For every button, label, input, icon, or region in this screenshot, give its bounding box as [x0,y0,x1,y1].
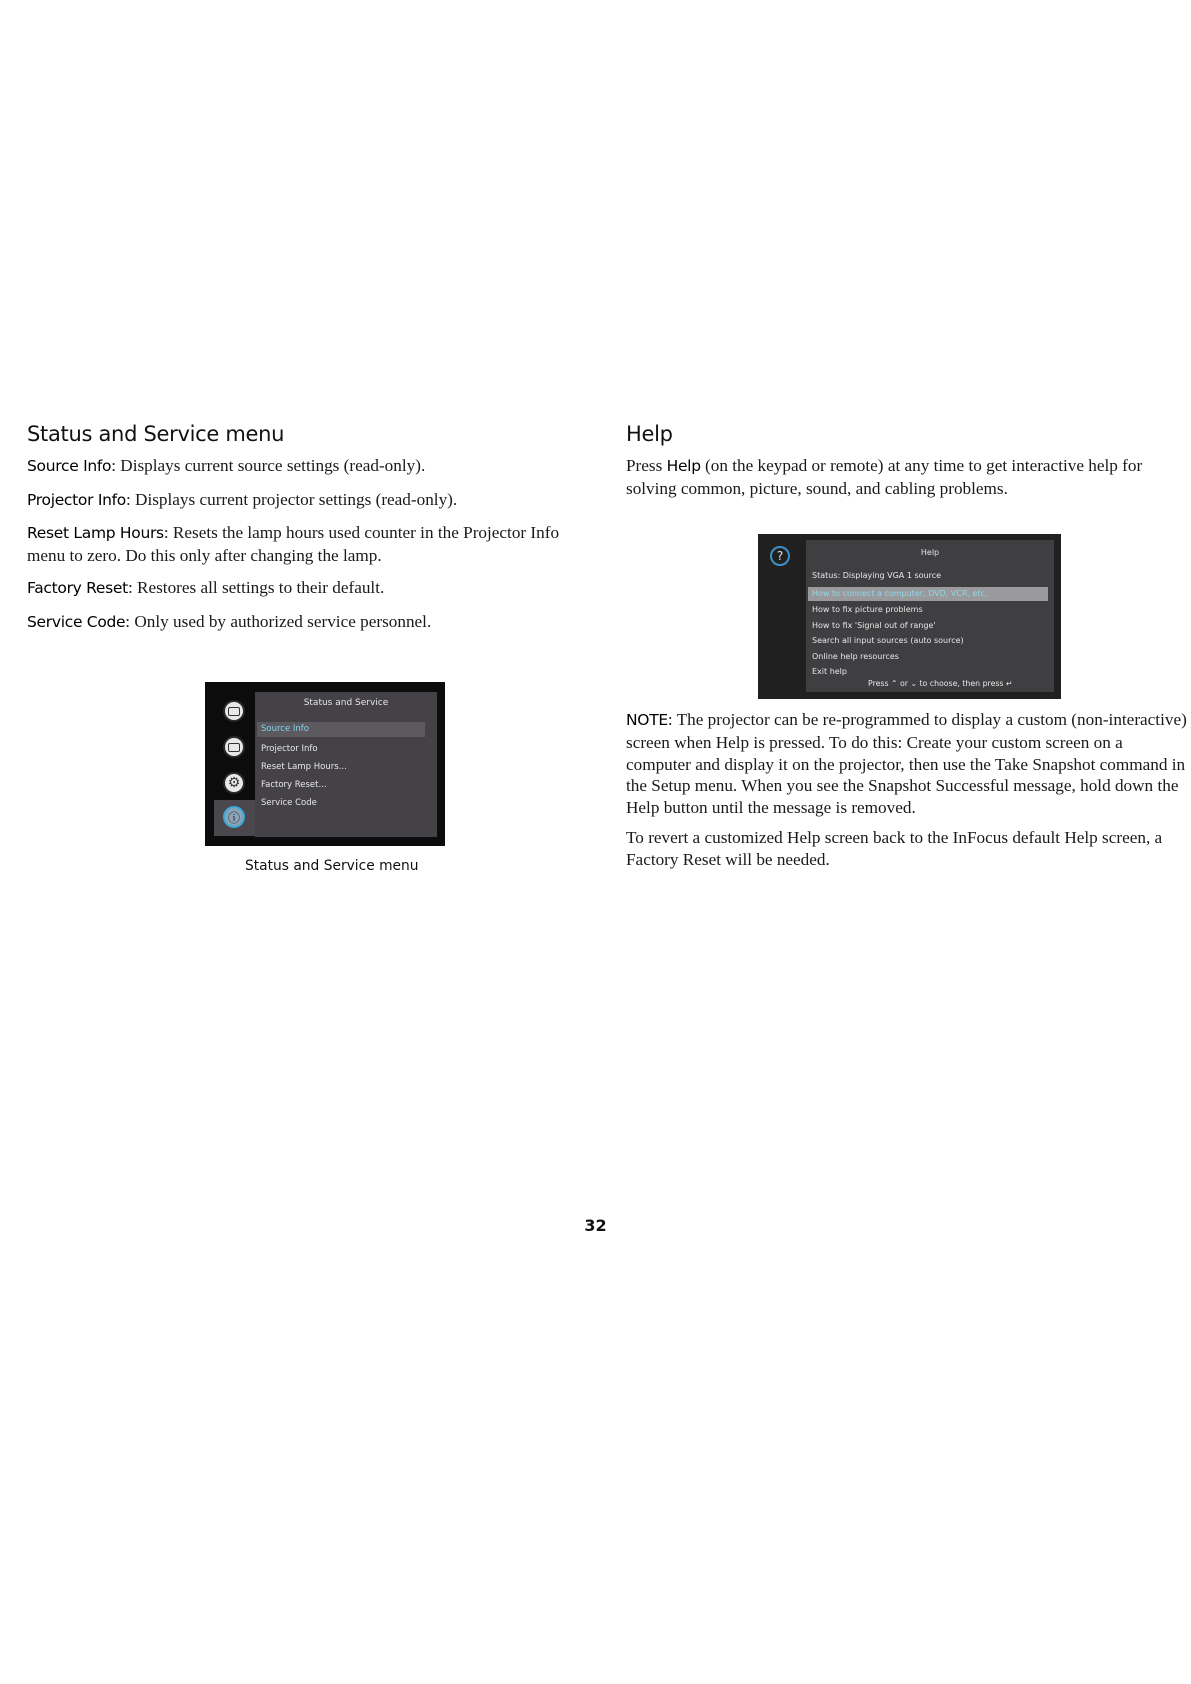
term-service-code: Service Code [27,613,126,631]
item-reset-lamp-hours: Reset Lamp Hours: Resets the lamp hours used counter in the Projector Info menu to zero. Do this only after changing the lamp. [27,523,560,565]
menu-item-source-info[interactable]: Source Info [257,722,425,737]
term-note: NOTE [626,711,668,729]
menu-item-factory-reset[interactable]: Factory Reset... [261,780,327,790]
note-paragraph: NOTE: The projector can be re-programmed to display a custom (non-interactive) screen when Help is pressed. To do this: Create your custom screen on a computer and display it on the projector, then use the Take Snapshot command in the Setup menu. When you see the Snapshot Successful message, hold down the Help button until the message is removed. [626,710,1187,818]
help-panel [806,540,1054,692]
picture-menu-icon [223,700,245,722]
menu-item-service-code[interactable]: Service Code [261,798,317,808]
help-item-connect[interactable]: How to connect a computer, DVD, VCR, etc. [808,587,1048,601]
help-screenshot [758,534,1061,699]
help-item-picture[interactable]: How to fix picture problems [812,605,923,614]
item-source-info: Source Info: Displays current source settings (read-only). [27,456,426,475]
menu-item-projector-info[interactable]: Projector Info [261,744,318,754]
help-item-online[interactable]: Online help resources [812,652,899,661]
help-item-search[interactable]: Search all input sources (auto source) [812,636,964,645]
item-service-code: Service Code: Only used by authorized service personnel. [27,612,432,631]
help-footer: Press ⌃ or ⌄ to choose, then press ↵ [868,679,1013,688]
info-icon: ⓘ [223,806,245,828]
page-number: 32 [584,1216,607,1235]
help-item-signal[interactable]: How to fix 'Signal out of range' [812,621,936,630]
item-factory-reset: Factory Reset: Restores all settings to their default. [27,578,385,597]
term-factory-reset: Factory Reset [27,579,128,597]
setup-menu-icon [223,736,245,758]
help-status: Status: Displaying VGA 1 source [812,571,942,580]
menu-item-reset-lamp-hours[interactable]: Reset Lamp Hours... [261,762,347,772]
help-title: Help [920,548,940,557]
term-projector-info: Projector Info [27,491,126,509]
term-help: Help [666,457,701,475]
status-service-title: Status and Service [303,698,389,708]
help-question-icon: ? [770,546,790,566]
gear-icon: ⚙ [223,772,245,794]
status-service-panel [255,692,437,837]
term-reset-lamp-hours: Reset Lamp Hours [27,524,164,542]
figure-caption: Status and Service menu [245,858,419,874]
status-service-screenshot [205,682,445,846]
item-projector-info: Projector Info: Displays current projector settings (read-only). [27,490,458,509]
help-item-exit[interactable]: Exit help [812,667,847,676]
help-intro: Press Help (on the keypad or remote) at any time to get interactive help for solving common, picture, sound, and cabling problems. [626,456,1143,498]
term-source-info: Source Info [27,457,112,475]
revert-paragraph: To revert a customized Help screen back to the InFocus default Help screen, a Factory Reset will be needed. [626,828,1163,869]
section-heading-status-service: Status and Service menu [27,422,285,446]
section-heading-help: Help [626,422,673,446]
